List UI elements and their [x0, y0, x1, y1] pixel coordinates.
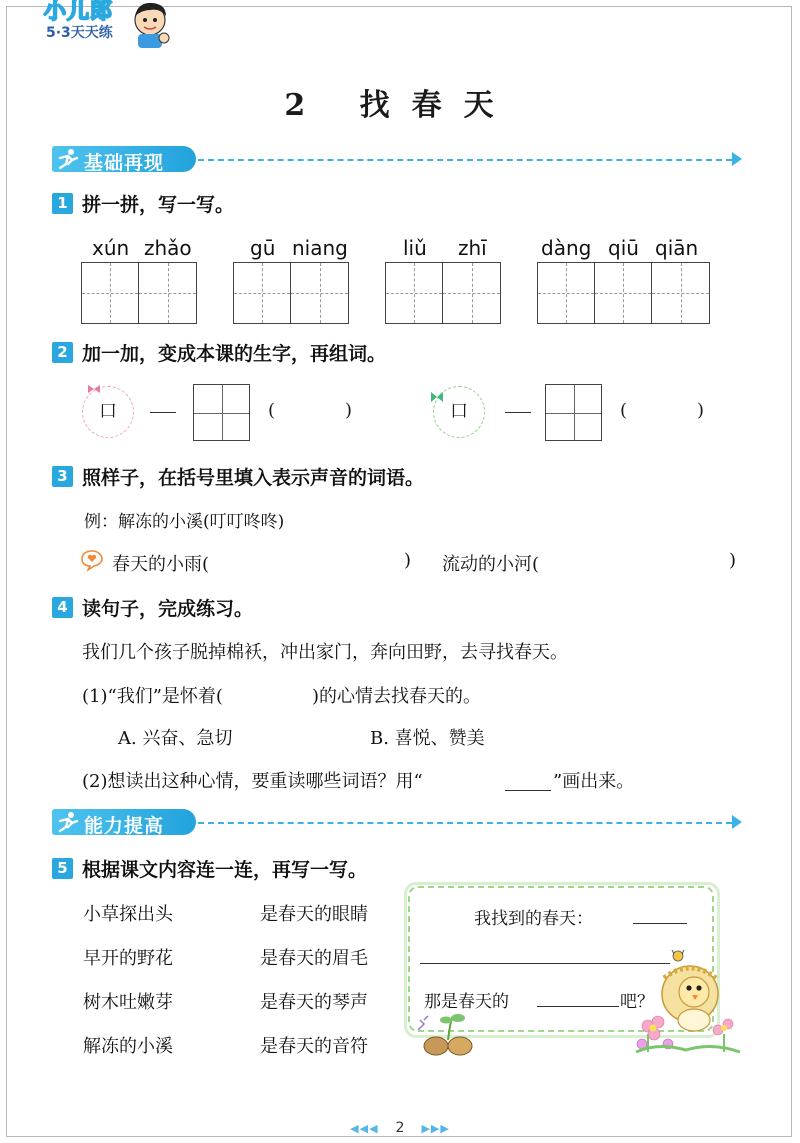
writing-grid[interactable] — [193, 384, 250, 441]
match-right-item[interactable]: 是春天的音符 — [260, 1036, 368, 1057]
question-number: 1 — [52, 193, 73, 214]
brand-kid-icon — [130, 0, 172, 50]
dash — [505, 412, 531, 413]
sub-question: (1)“我们”是怀着( — [82, 686, 223, 707]
paren-open: ( — [620, 400, 628, 421]
match-right-item[interactable]: 是春天的琴声 — [260, 992, 368, 1013]
example-text: 例：解冻的小溪(叮叮咚咚) — [84, 512, 285, 532]
match-right-item[interactable]: 是春天的眼睛 — [260, 904, 368, 925]
question-number: 2 — [52, 342, 73, 363]
question-number: 3 — [52, 466, 73, 487]
paren-close: ) — [345, 400, 353, 421]
sub-question: )的心情去找春天的。 — [312, 686, 482, 707]
match-right-item[interactable]: 是春天的眉毛 — [260, 948, 368, 969]
question-number: 4 — [52, 597, 73, 618]
paren-close: ) — [404, 550, 412, 571]
question-text: 读句子，完成练习。 — [82, 598, 254, 620]
brand-subtitle: 5·3天天练 — [46, 25, 113, 41]
paren-open: ( — [268, 400, 276, 421]
seedling-icon — [414, 1010, 480, 1058]
next-page-arrows[interactable]: ▶▶▶ — [421, 1122, 450, 1135]
bow-icon — [430, 390, 444, 404]
char-circle: 口 — [82, 386, 134, 438]
writing-grid[interactable] — [385, 262, 501, 324]
question-number: 5 — [52, 858, 73, 879]
match-left-item[interactable]: 解冻的小溪 — [83, 1036, 173, 1057]
arrow-right-icon — [732, 152, 742, 166]
fill-item: 流动的小河( — [442, 554, 540, 575]
pinyin: liǔ — [403, 236, 427, 260]
card-text: 吧？ — [620, 992, 654, 1012]
sub-question: ”画出来。 — [553, 771, 635, 792]
brand-header — [0, 0, 190, 52]
speech-heart-icon — [80, 549, 104, 571]
section-title: 能力提高 — [84, 815, 165, 837]
option-a[interactable]: A. 兴奋、急切 — [118, 728, 233, 749]
pinyin: zhī — [458, 236, 487, 260]
card-text: 那是春天的 — [424, 992, 509, 1012]
page-number: 2 — [395, 1120, 405, 1136]
paren-close: ) — [729, 550, 737, 571]
pinyin: gū — [250, 236, 276, 260]
section-banner-basic — [52, 146, 742, 174]
pinyin: qiū — [608, 236, 639, 260]
page-footer — [0, 1120, 800, 1136]
card-prompt: 我找到的春天： — [474, 909, 593, 929]
prev-page-arrows[interactable]: ◀◀◀ — [350, 1122, 379, 1135]
sub-question: (2)想读出这种心情，要重读哪些词语？用“ — [82, 771, 423, 792]
fill-item: 春天的小雨( — [112, 554, 210, 575]
question-text: 根据课文内容连一连，再写一写。 — [82, 859, 368, 881]
pinyin: xún — [92, 236, 130, 260]
section-title: 基础再现 — [84, 152, 165, 174]
dash — [150, 412, 176, 413]
arrow-right-icon — [732, 815, 742, 829]
bird-and-bee-illustration — [628, 948, 744, 1060]
question-text: 照样子，在括号里填入表示声音的词语。 — [82, 467, 425, 489]
passage: 我们几个孩子脱掉棉袄，冲出家门，奔向田野，去寻找春天。 — [82, 642, 568, 663]
match-left-item[interactable]: 小草探出头 — [83, 904, 173, 925]
match-left-item[interactable]: 树木吐嫩芽 — [83, 992, 173, 1013]
pinyin: dàng — [541, 236, 592, 260]
match-left-item[interactable]: 早开的野花 — [83, 948, 173, 969]
option-b[interactable]: B. 喜悦、赞美 — [370, 728, 485, 749]
brand-name: 小儿郎 — [44, 0, 114, 24]
pinyin: qiān — [655, 236, 699, 260]
runner-icon — [56, 148, 80, 170]
section-banner-advanced — [52, 809, 742, 837]
writing-grid[interactable] — [537, 262, 710, 324]
writing-grid[interactable] — [545, 384, 602, 441]
underline-sample — [505, 790, 551, 791]
question-text: 加一加，变成本课的生字，再组词。 — [82, 343, 387, 365]
answer-blank[interactable] — [537, 1006, 619, 1007]
char-circle: 口 — [433, 386, 485, 438]
runner-icon — [56, 811, 80, 833]
writing-grid[interactable] — [233, 262, 349, 324]
writing-grid[interactable] — [81, 262, 197, 324]
question-text: 拼一拼，写一写。 — [82, 194, 235, 216]
pinyin: niang — [292, 236, 348, 260]
pinyin: zhǎo — [144, 236, 192, 260]
lesson-title: 2 找春天 — [284, 88, 516, 123]
paren-close: ) — [697, 400, 705, 421]
ribbon-icon — [86, 383, 102, 395]
answer-blank[interactable] — [633, 923, 687, 924]
